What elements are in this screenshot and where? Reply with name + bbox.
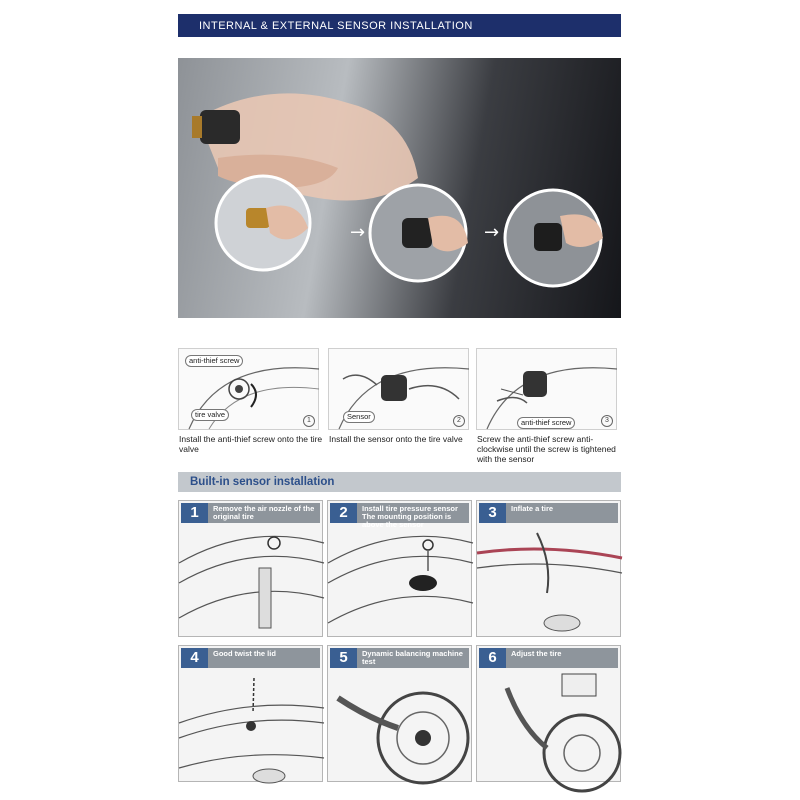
adjust-tire-drawing	[477, 668, 622, 783]
step-header	[330, 648, 469, 668]
builtin-step-3	[476, 500, 621, 637]
step-text: Adjust the tire	[511, 649, 562, 658]
builtin-step-6	[476, 645, 621, 782]
svg-text:→: →	[350, 222, 366, 243]
step-number: 1	[181, 503, 208, 523]
step-number-badge: 1	[303, 415, 315, 427]
tag-anti-thief-screw: anti-thief screw	[185, 355, 243, 367]
balancing-machine-drawing	[328, 668, 473, 783]
step-header	[479, 648, 618, 668]
step-text: Dynamic balancing machine test	[362, 649, 463, 666]
builtin-section-title: Built-in sensor installation	[190, 476, 335, 488]
step-header	[479, 503, 618, 523]
builtin-step-1	[178, 500, 323, 637]
builtin-section-title-bar	[178, 472, 621, 492]
install-sensor-drawing	[328, 523, 473, 638]
remove-nozzle-drawing	[179, 523, 324, 638]
step-number: 2	[330, 503, 357, 523]
step-text: Inflate a tire	[511, 504, 554, 513]
step-number: 4	[181, 648, 208, 668]
step-header	[181, 503, 320, 523]
header-bar	[178, 14, 621, 37]
step-text: Good twist the lid	[213, 649, 276, 658]
step-header	[330, 503, 469, 529]
step-number: 6	[479, 648, 506, 668]
step-header	[181, 648, 320, 668]
tag-anti-thief-screw: anti-thief screw	[517, 417, 575, 429]
tag-tire-valve: tire valve	[191, 409, 229, 421]
step-number-badge: 2	[453, 415, 465, 427]
step-number-badge: 3	[601, 415, 613, 427]
step-text: Remove the air nozzle of the original tire	[213, 504, 315, 521]
external-step-1-diagram	[178, 348, 319, 430]
external-step-2-diagram	[328, 348, 469, 430]
builtin-step-4	[178, 645, 323, 782]
installation-photo	[178, 58, 621, 318]
external-step-3-caption: Screw the anti-thief screw anti-clockwise until the screw is tightened with the sensor	[477, 434, 616, 464]
header-title: INTERNAL & EXTERNAL SENSOR INSTALLATION	[199, 19, 473, 32]
external-step-2-caption: Install the sensor onto the tire valve	[329, 434, 463, 444]
builtin-step-5	[327, 645, 472, 782]
svg-text:→: →	[484, 222, 500, 243]
twist-lid-drawing	[179, 668, 324, 783]
step-number: 3	[479, 503, 506, 523]
installation-photo-illustration	[178, 58, 621, 318]
tag-sensor: Sensor	[343, 411, 375, 423]
builtin-step-2	[327, 500, 472, 637]
inflate-tire-drawing	[477, 523, 622, 638]
external-step-3-diagram	[476, 348, 617, 430]
step-text: Install tire pressure sensor The mounting position is above the sensor	[362, 504, 458, 529]
external-step-1-caption: Install the anti-thief screw onto the tire valve	[179, 434, 323, 454]
step-number: 5	[330, 648, 357, 668]
